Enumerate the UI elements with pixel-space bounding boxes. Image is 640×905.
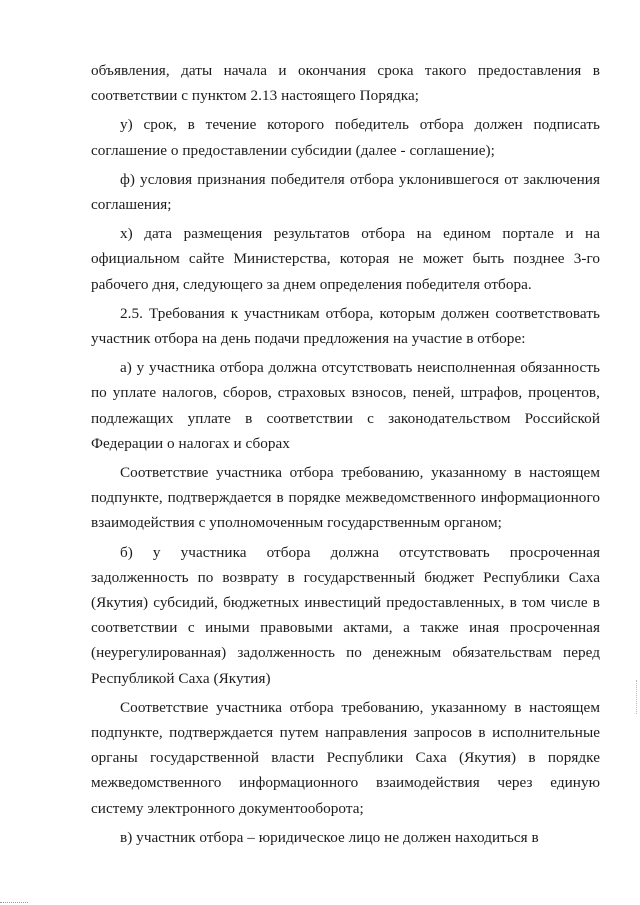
paragraph: Соответствие участника отбора требованию, указанному в настоящем подпункте, подтверждается в порядке межведомственного информационного взаимодействия с уполномоченным государственным органом; [91,464,600,532]
paragraph: б) у участника отбора должна отсутствовать просроченная задолженность по возврату в государственный бюджет Республики Саха (Якутия) субсидий, бюджетных инвестиций предоставленных, в том числе в соответствии с иными правовыми актами, а также иная просроченная (неурегулированная) задолженность по денежным обязательствам перед Республикой Саха (Якутия) [91,543,600,687]
paragraph: 2.5. Требования к участникам отбора, которым должен соответствовать участник отбора на день подачи предложения на участие в отборе: [91,304,600,348]
scan-margin-mark [636,680,638,714]
scan-corner-mark [0,902,28,904]
paragraph: объявления, даты начала и окончания срока такого предоставления в соответствии с пунктом 2.13 настоящего Порядка; [91,62,600,105]
paragraph: в) участник отбора – юридическое лицо не должен находиться в [120,828,539,846]
document-body [91,58,600,854]
paragraph: ф) условия признания победителя отбора уклонившегося от заключения соглашения; [91,170,600,214]
paragraph: а) у участника отбора должна отсутствовать неисполненная обязанность по уплате налогов, сборов, страховых взносов, пеней, штрафов, процентов, подлежащих уплате в соответствии с законодательством Российской Федерации о налогах и сборах [91,359,600,452]
paragraph: х) дата размещения результатов отбора на едином портале и на официальном сайте Министерства, которая не может быть позднее 3-го рабочего дня, следующего за днем определения победителя отбора. [91,225,600,293]
paragraph: у) срок, в течение которого победитель отбора должен подписать соглашение о предоставлении субсидии (далее - соглашение); [91,116,600,159]
paragraph: Соответствие участника отбора требованию, указанному в настоящем подпункте, подтверждается путем направления запросов в исполнительные органы государственной власти Республики Саха (Якутия) в порядке межведомственного информационного взаимодействия через единую систему электронного документооборота; [91,698,600,817]
